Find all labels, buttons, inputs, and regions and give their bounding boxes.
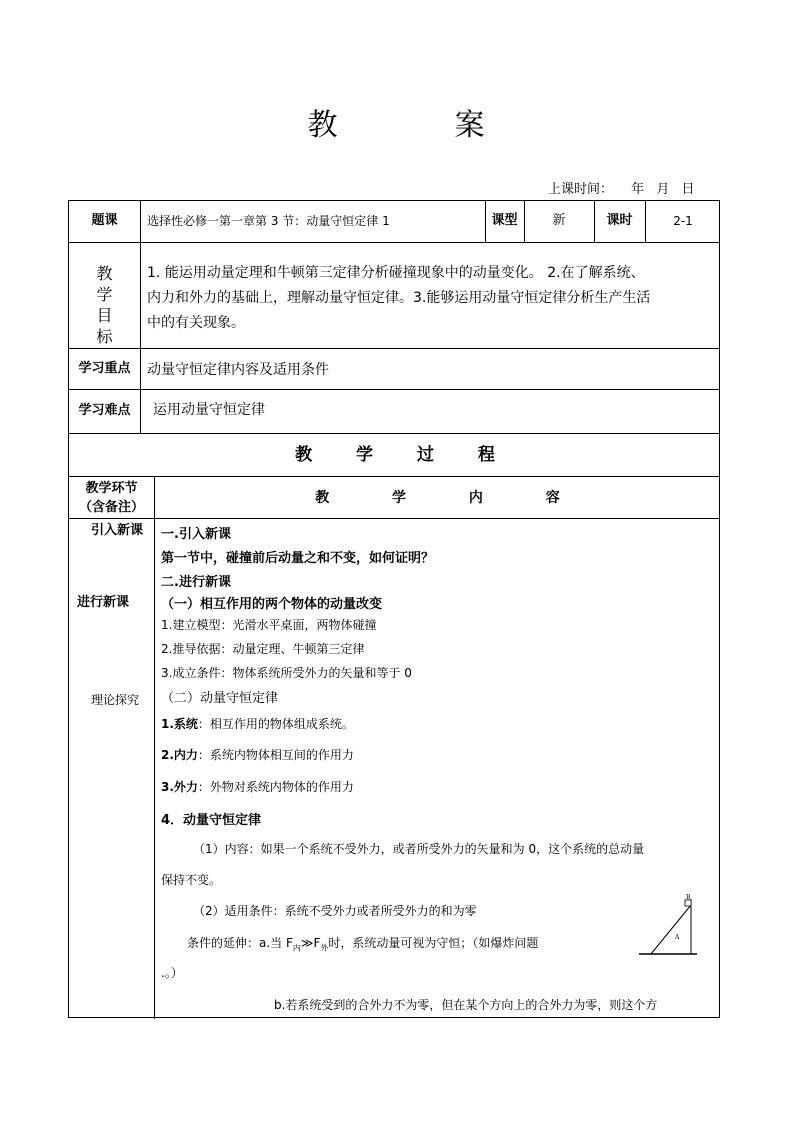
content-line [161, 746, 354, 763]
section-column-header [69, 479, 154, 517]
type-label: 课型 [491, 213, 518, 228]
subscript-internal: 内 [292, 943, 301, 953]
row-divider [69, 433, 719, 434]
content-line: 一.引入新课 [161, 527, 231, 542]
figure-label-b: B [686, 894, 691, 901]
section-header-line1: 教学环节 [85, 481, 138, 496]
content-line [161, 715, 354, 732]
content-line: .。） [161, 966, 183, 980]
date-year: 年 [631, 182, 645, 197]
section-header-line2: （含备注） [78, 500, 144, 515]
incline-block-figure [637, 891, 701, 957]
content-line [187, 934, 538, 953]
key-point-value: 动量守恒定律内容及适用条件 [147, 362, 329, 378]
date-day: 日 [681, 182, 695, 197]
objectives-line: 1. 能运用动量定理和牛顿第三定律分析碰撞现象中的动量变化。 2.在了解系统、 [147, 265, 645, 281]
title-char-2: 案 [454, 108, 487, 143]
type-value: 新 [552, 213, 566, 228]
date-month: 月 [656, 182, 670, 197]
objectives-label-char: 标 [96, 327, 113, 346]
title-char-1: 教 [307, 108, 340, 143]
hours-value: 2-1 [673, 214, 693, 228]
date-label: 上课时间： [548, 182, 614, 197]
content-line [161, 778, 354, 795]
objectives-label-char: 学 [96, 285, 113, 304]
topic-label: 题课 [91, 213, 118, 228]
section-intro: 引入新课 [91, 523, 144, 538]
hours-label: 课时 [606, 213, 633, 228]
term-internal-force: 2.内力 [161, 748, 198, 762]
row-divider [69, 242, 719, 243]
content-line: 二.进行新课 [161, 575, 231, 590]
figure-label-a: A [675, 934, 680, 941]
term-external-force: 3.外力 [161, 780, 198, 794]
col-divider [140, 201, 141, 433]
content-line: 4．动量守恒定律 [161, 813, 262, 828]
difficult-point-label: 学习难点 [78, 403, 131, 418]
content-line: （2）适用条件：系统不受外力或者所受外力的和为零 [193, 904, 477, 918]
topic-value: 选择性必修一第一章第 3 节：动量守恒定律 1 [147, 214, 390, 228]
col-divider [154, 476, 155, 1019]
term-internal-force-def: ：系统内物体相互间的作用力 [197, 748, 354, 762]
content-line: b.若系统受到的合外力不为零，但在某个方向上的合外力为零，则这个方 [274, 998, 658, 1012]
term-system: 1.系统 [161, 717, 198, 731]
content-column-header: 教 学 内 容 [315, 490, 560, 506]
content-line: 3.成立条件：物体系统所受外力的矢量和等于 0 [161, 666, 412, 680]
objectives-label-char: 教 [96, 264, 113, 283]
content-line: 第一节中，碰撞前后动量之和不变，如何证明？ [161, 551, 435, 566]
row-divider [69, 476, 719, 477]
section-new: 进行新课 [77, 595, 130, 610]
content-line: 1.建立模型：光滑水平桌面，两物体碰撞 [161, 618, 377, 632]
term-system-def: ：相互作用的物体组成系统。 [197, 717, 354, 731]
document-title [0, 100, 794, 144]
much-greater-text: ≫F [300, 936, 321, 950]
row-divider [69, 518, 719, 519]
content-line: 2.推导依据：动量定理、牛顿第三定律 [161, 642, 365, 656]
row-divider [69, 389, 719, 390]
condition-extension-text: 条件的延伸：a.当 F [187, 936, 293, 950]
key-point-label: 学习重点 [78, 361, 131, 376]
content-line: （一）相互作用的两个物体的动量改变 [161, 597, 383, 612]
difficult-point-value: 运用动量守恒定律 [153, 402, 265, 418]
explosion-note: 时，系统动量可视为守恒；（如爆炸问题 [328, 936, 539, 950]
subscript-external: 外 [320, 943, 329, 953]
row-divider [69, 348, 719, 349]
objectives-label [69, 263, 140, 347]
section-theory: 理论探究 [91, 693, 140, 707]
objectives-line: 内力和外力的基础上，理解动量守恒定律。3.能够运用动量守恒定律分析生产生活 [147, 290, 651, 306]
content-line: （二）动量守恒定律 [161, 691, 279, 706]
figure-incline [651, 905, 691, 954]
objectives-text [147, 261, 717, 336]
objectives-line: 中的有关现象。 [147, 315, 245, 331]
lesson-plan-table [68, 200, 720, 1018]
class-date [548, 178, 702, 197]
process-title: 教 学 过 程 [295, 445, 495, 465]
objectives-label-char: 目 [96, 306, 113, 325]
content-line: （1）内容：如果一个系统不受外力，或者所受外力的矢量和为 0，这个系统的总动量 [193, 842, 645, 856]
term-external-force-def: ：外物对系统内物体的作用力 [197, 780, 354, 794]
content-line: 保持不变。 [161, 873, 222, 887]
